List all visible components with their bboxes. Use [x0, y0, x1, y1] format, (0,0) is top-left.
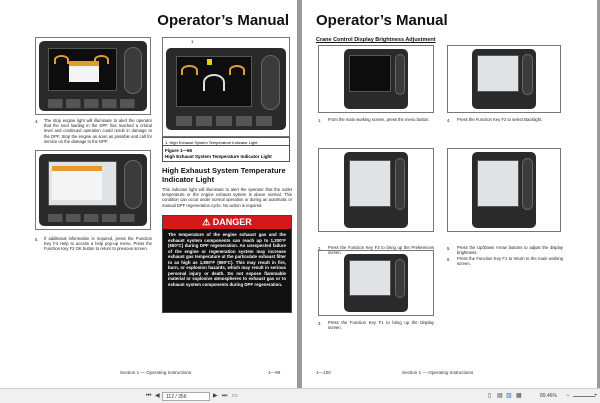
section-heading: High Exhaust System Temperature Indicator Light — [162, 166, 286, 184]
zoom-level[interactable]: 89.46% — [540, 393, 557, 399]
viewer-toolbar — [0, 388, 600, 403]
figure-legend: 1. High Exhaust System Temperature Indicator Light — [162, 137, 290, 148]
page-number-input[interactable]: 112 / 356 — [162, 392, 210, 401]
section-body: This indicator light will illuminate to alert the operator that the outlet temperature or the engine exhaust system is above normal. This condition can occur under normal operation or during an automatic or manual DPF regeneration cycle. No action is required. — [162, 187, 292, 208]
figure-step-1 — [318, 45, 434, 113]
footer-section: Section 1 — Operating Instructions — [402, 370, 474, 375]
footer-page-number: 1—99 — [268, 370, 281, 375]
step-2-text: Press the Function Key F3 to bring up the Preferences screen. — [328, 245, 434, 256]
figure-stop-engine — [35, 37, 151, 115]
continuous-view-icon[interactable]: ▤ — [497, 393, 503, 399]
warning-triangle-icon: ⚠ — [202, 217, 213, 227]
danger-label: DANGER — [212, 217, 252, 227]
step-5-text: Press the Up/Down Arrow buttons to adjust the display brightness. — [457, 245, 563, 256]
first-page-button[interactable]: ⏮ — [146, 393, 152, 399]
step-1-text: From the main working screen, press the menu button. — [328, 117, 430, 122]
danger-text: The temperature of the engine exhaust gas and the exhaust system components can reach up to 1,200°F (650°C) during DPF regeneration. An unexpected failure of the engine or regeneration system may increase exhaust gas temperature at the particulate exhaust filter to as high as 1,800°F (980°C). This may result in fire, burn, or explosion hazards, which may result in serious personal injury or death. Do not expose flammable material or explosive atmospheres to exhaust gas or to exhaust system components during DPF regeneration. — [168, 232, 286, 287]
left-page: Operator’s Manual 4. The stop engine light will illuminate to alert the operator that the soot loading in the DPF has reached a critical level and continued operation could result in damage to the DPF. Stop the engine as soon as possible and call for service on the damage to the DPF. 5. If additional information is required, press the Function Key F4 Help to access a help pop-up menu. Press the Function Key F2 OK button to return to previous screen. 1 1. High Exhaust System Temperature Indicator Light Figure 1—65 High Exhaust System Temperature Indicator Light High Exhaust System Temperature Indicator Light This indicator light will illuminate to alert the operator that the outlet temperature or the engine exhaust system is above normal. This condition can occur under normal operation or during an automatic or manual DPF regeneration cycle. No action is required. ⚠ DANGER The temperature of the engine exhaust gas and the exhaust system components can reach up to 1,200°F (650°C) during DPF regeneration. An unexpected failure of the engine or regeneration system may increase exhaust gas temperature at the particulate exhaust filter to as high as 1,800°F (980°C). This may result in fire, burn, or explosion hazards, which may result in serious personal injury or death. Do not expose flammable material or explosive atmospheres to exhaust gas or to exhaust system components during DPF regeneration. Section 1 — Operating Instructions 1—99 — [0, 0, 297, 388]
step-5-text: If additional information is required, press the Function Key F4 Help to access a help pop-up menu. Press the Function Key F2 OK button to return to previous screen. — [44, 236, 152, 252]
footer-page-number: 1—100 — [316, 370, 331, 375]
footer-section: Section 1 — Operating Instructions — [120, 370, 192, 375]
last-page-button[interactable]: ⏭ — [222, 393, 228, 399]
page-title: Operator’s Manual — [316, 12, 448, 29]
zoom-out-button[interactable]: − — [566, 393, 570, 399]
step-4-text: Press the Function Key F2 to select Backlight. — [457, 117, 543, 122]
two-page-view-icon[interactable]: ▥ — [506, 393, 512, 399]
figure-help-popup — [35, 150, 151, 230]
figure-step-5 — [447, 148, 561, 232]
page-subtitle: Crane Control Display Brightness Adjustment — [316, 37, 436, 43]
previous-page-button[interactable]: ◀ — [155, 393, 160, 399]
figure-exhaust-light: 1 — [162, 37, 290, 137]
zoom-slider[interactable] — [573, 396, 595, 397]
danger-box — [162, 215, 292, 313]
two-page-continuous-icon[interactable]: ▦ — [516, 393, 522, 399]
next-page-button[interactable]: ▶ — [213, 393, 218, 399]
single-page-view-icon[interactable]: ▯ — [488, 393, 492, 399]
figure-caption: Figure 1—65 High Exhaust System Temperature Indicator Light — [162, 145, 290, 162]
right-page: Operator’s Manual Crane Control Display Brightness Adjustment 1. From the main working screen, press the menu button. 2. Press the Function Key F3 to bring up the Preferences screen. 3. Press the Function Key F1 to bring up the Display screen. 4. Press the Function Key F2 to select Backlight. 5. Press the Up/Down Arrow buttons to adjust the display brightness. 6. Press the Function Key F1 to return to the main working screen. 1—100 Section 1 — Operating Instructions — [302, 0, 597, 388]
figure-step-2 — [318, 148, 434, 232]
fit-page-icon[interactable]: ▭ — [232, 393, 238, 399]
figure-step-3 — [318, 250, 434, 316]
page-title: Operator’s Manual — [157, 12, 289, 29]
step-3-text: Press the Function Key F1 to bring up the Display screen. — [328, 320, 434, 331]
step-6-text: Press the Function Key F1 to return to the main working screen. — [457, 256, 563, 267]
figure-step-4 — [447, 45, 561, 113]
step-4-text: The stop engine light will illuminate to alert the operator that the soot loading in the DPF has reached a critical level and continued operation could result in damage to the DPF. Stop the engine as soon as possible and call for service on the damage to the DPF. — [44, 118, 152, 144]
zoom-in-button[interactable]: + — [594, 393, 598, 399]
